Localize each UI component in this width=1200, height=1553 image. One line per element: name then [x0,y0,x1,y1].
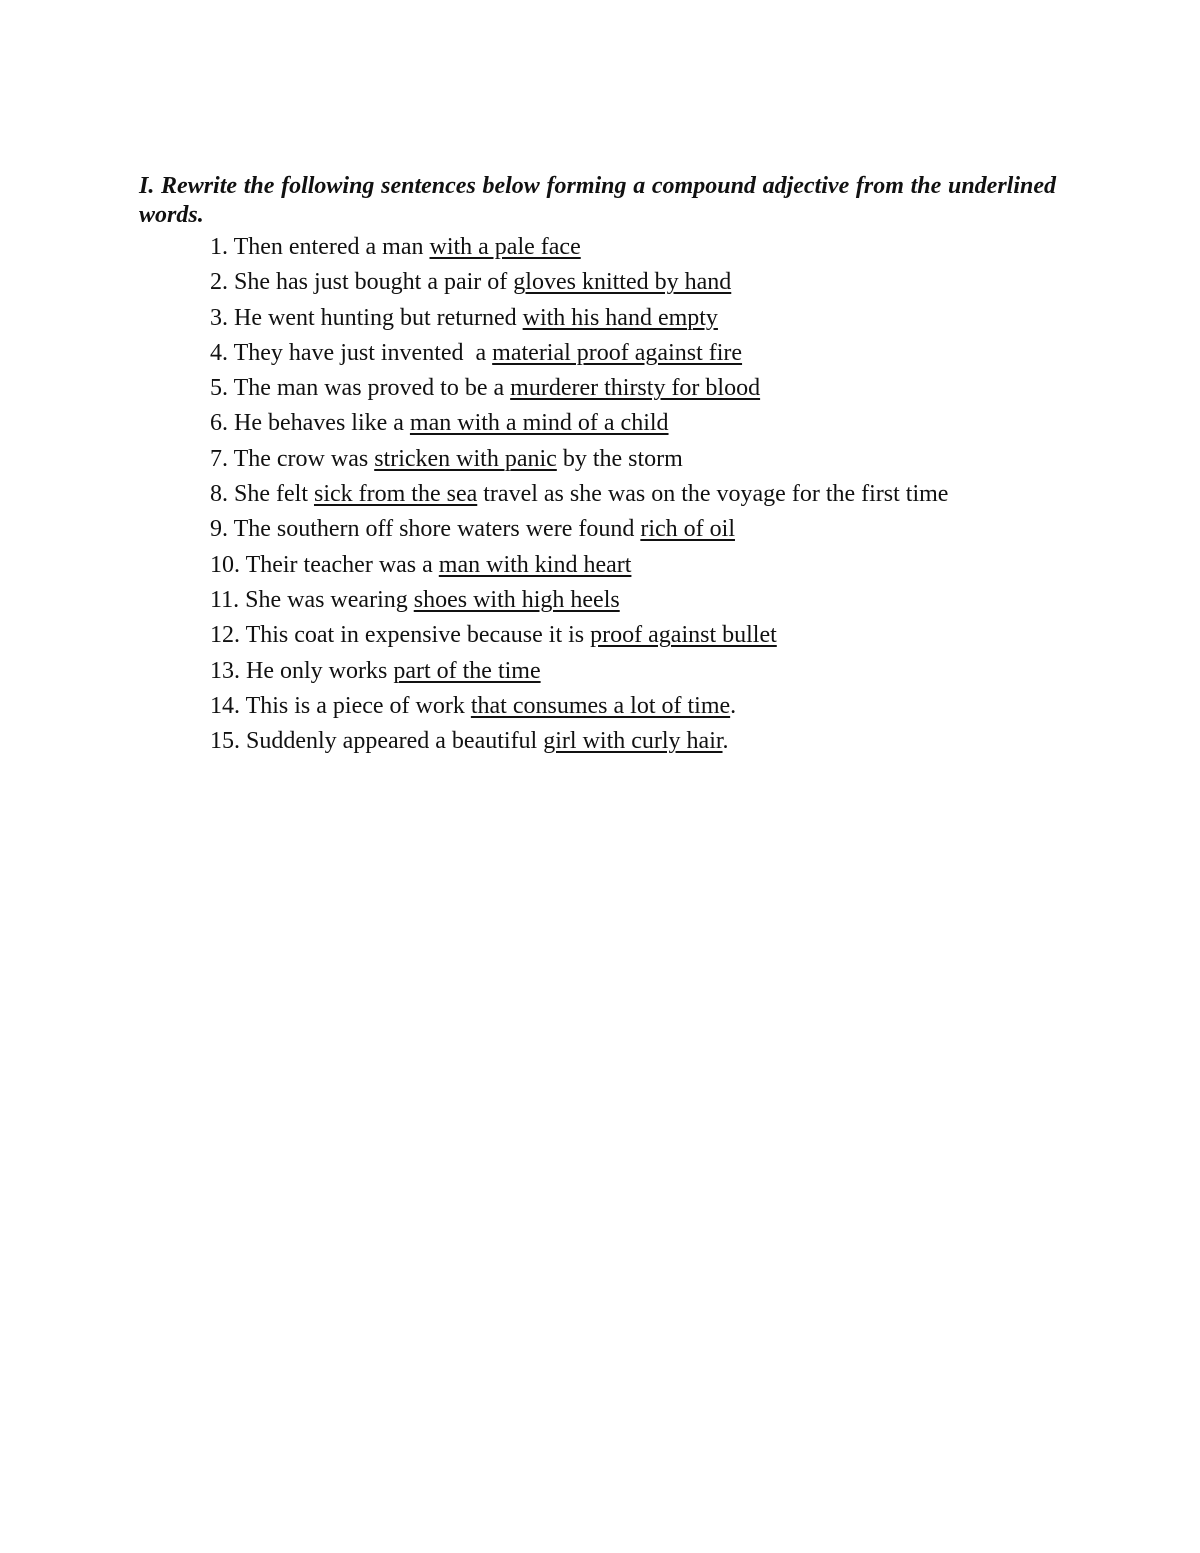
exercise-item [210,583,948,618]
exercise-text-after: . [730,692,737,719]
underlined-phrase: sick from the sea [313,481,478,508]
underlined-phrase: proof against bullet [590,622,777,649]
underlined-phrase: stricken with panic [374,445,557,472]
instruction-heading: I. Rewrite the following sentences below forming a compound adjective from the underlined words. [139,173,1056,228]
exercise-number: 2. [210,269,228,296]
underlined-phrase: that consumes a lot of time [470,692,731,719]
exercise-item [210,512,948,547]
exercise-item [210,724,948,759]
underlined-phrase: man with kind heart [438,551,632,578]
exercise-number: 14. [210,692,240,719]
exercise-number: 11. [210,586,240,613]
exercise-item [210,230,948,265]
exercise-item [210,477,948,512]
exercise-number: 8. [210,481,228,508]
exercise-text: The crow was [233,445,369,472]
exercise-number: 5. [210,375,228,402]
exercise-text: She felt [234,481,308,508]
exercise-text: The man was proved to be a [233,375,505,402]
exercise-item [210,336,948,371]
exercise-text: The southern off shore waters were found [233,516,635,543]
exercise-number: 13. [210,657,240,684]
exercise-text: He went hunting but returned [234,304,517,331]
underlined-phrase: with a pale face [429,234,581,260]
exercise-number: 10. [210,551,240,578]
exercise-item [210,548,948,583]
exercise-number: 12. [210,622,240,649]
exercise-number: 1. [210,234,228,260]
underlined-phrase: murderer thirsty for blood [510,375,761,402]
exercise-item [210,406,948,441]
exercise-number: 4. [210,339,228,366]
underlined-phrase: rich of oil [640,516,735,543]
exercise-number: 6. [210,410,228,437]
exercise-text: He behaves like a [234,410,404,437]
underlined-phrase: gloves knitted by hand [513,269,732,296]
exercise-text: Their teacher was a [245,551,433,578]
underlined-phrase: material proof against fire [492,339,743,366]
exercise-text: This is a piece of work [245,692,465,719]
exercise-text: She was wearing [245,586,408,613]
underlined-phrase: girl with curly hair [543,728,723,755]
underlined-phrase: with his hand empty [522,304,718,331]
exercise-text: Suddenly appeared a beautiful [246,728,538,755]
exercise-text-after: by the storm [556,445,683,472]
exercise-text-after: travel as she was on the voyage for the first time [477,481,949,508]
exercise-number: 3. [210,304,228,331]
exercise-item [210,654,948,689]
exercise-item [210,689,948,724]
exercise-text: This coat in expensive because it is [245,622,585,649]
exercise-list [210,230,948,759]
exercise-text-after: . [722,728,729,755]
underlined-phrase: man with a mind of a child [409,410,669,437]
exercise-item [210,301,948,336]
exercise-item [210,371,948,406]
underlined-phrase: part of the time [393,657,541,684]
exercise-number: 7. [210,445,228,472]
exercise-number: 15. [210,728,240,755]
exercise-text: They have just invented a [233,339,487,366]
exercise-text: Then entered a man [233,234,424,260]
exercise-number: 9. [210,516,228,543]
exercise-text: She has just bought a pair of [234,269,508,296]
exercise-text: He only works [246,657,388,684]
underlined-phrase: shoes with high heels [413,586,620,613]
exercise-item [210,442,948,477]
exercise-item [210,618,948,653]
exercise-item [210,265,948,300]
